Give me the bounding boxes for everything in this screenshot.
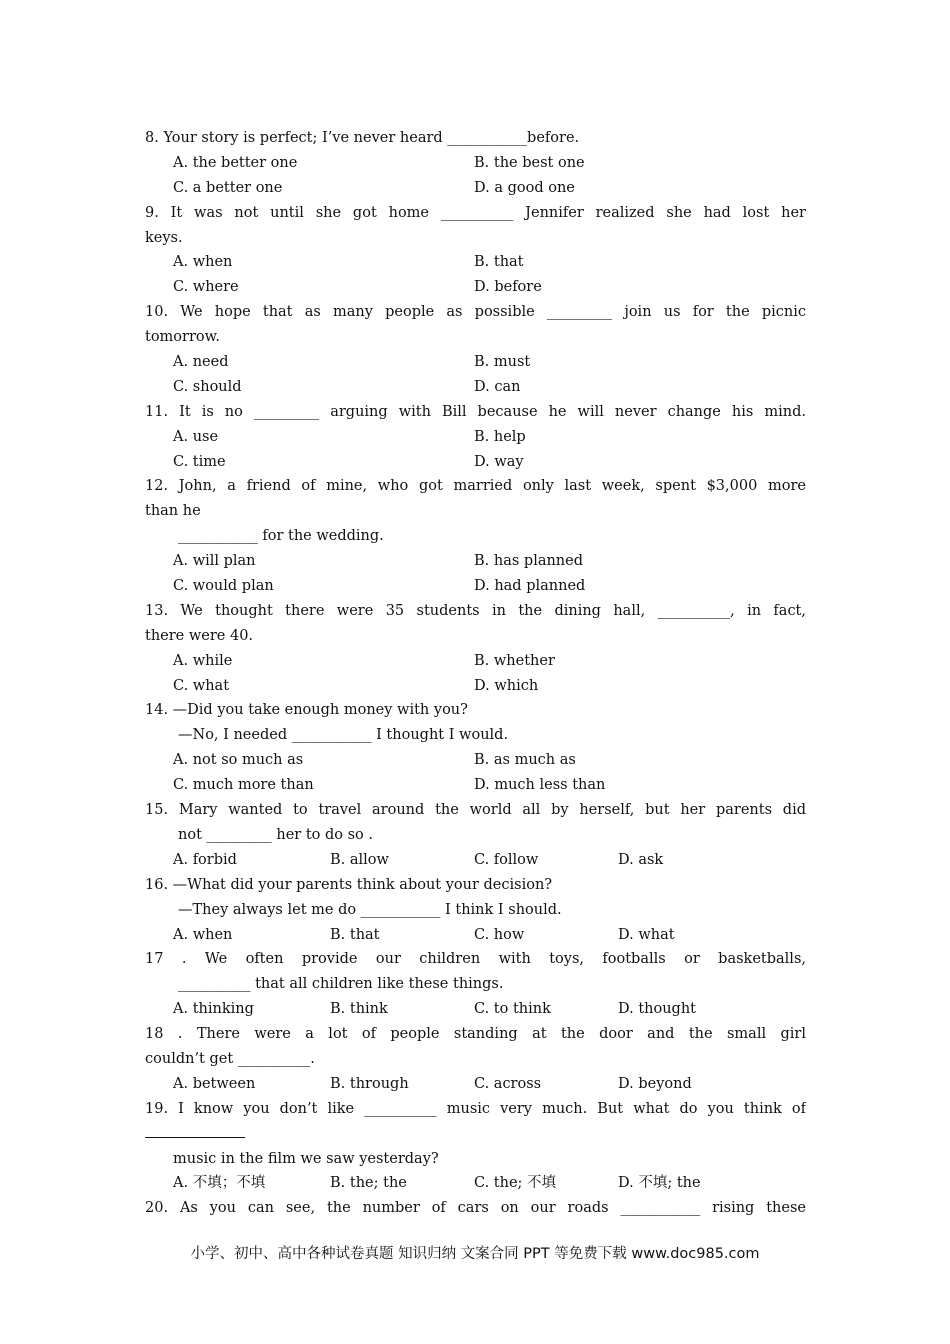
question-11 <box>145 400 806 475</box>
option-a: A. not so much as <box>173 752 304 769</box>
option-d: D. before <box>474 279 542 296</box>
question-text-cont: music in the film we saw yesterday? <box>173 1150 439 1167</box>
question-19 <box>145 1097 806 1197</box>
options-row <box>145 574 806 599</box>
question-text: 17 . We often provide our children with toys, footballs or basketballs, <box>145 951 806 968</box>
options-row <box>145 350 806 375</box>
option-d: D. way <box>474 453 524 470</box>
question-13 <box>145 599 806 699</box>
options-row <box>145 773 806 798</box>
option-c: C. how <box>474 926 525 943</box>
question-text: 20. As you can see, the number of cars on our roads ___________ rising these <box>145 1200 806 1217</box>
option-d: D. much less than <box>474 777 606 794</box>
option-a: A. need <box>173 354 229 371</box>
option-a: A. thinking <box>173 1001 254 1018</box>
options-row <box>145 674 806 699</box>
options-row <box>145 549 806 574</box>
option-b: B. that <box>474 254 524 271</box>
options-row <box>145 649 806 674</box>
question-text: 11. It is no _________ arguing with Bill because he will never change his mind. <box>145 403 806 420</box>
question-text-cont: not _________ her to do so . <box>178 826 373 843</box>
question-8 <box>145 126 806 201</box>
option-d: D. which <box>474 677 539 694</box>
option-b: B. the; the <box>330 1175 407 1192</box>
question-14 <box>145 698 806 798</box>
option-a: A. between <box>173 1075 256 1092</box>
question-text: 8. Your story is perfect; I’ve never heard ___________before. <box>145 130 580 146</box>
option-c: C. follow <box>474 851 539 868</box>
question-10 <box>145 300 806 400</box>
question-text-cont: tomorrow. <box>145 329 220 346</box>
options-row <box>145 1171 806 1196</box>
option-d: D. 不填; the <box>618 1175 701 1192</box>
option-a: A. while <box>173 652 233 669</box>
option-b: B. whether <box>474 652 555 669</box>
question-text-cont: ___________ for the wedding. <box>178 528 384 545</box>
option-d: D. had planned <box>474 578 586 595</box>
option-d: D. beyond <box>618 1075 692 1092</box>
question-17 <box>145 947 806 1022</box>
options-row <box>145 176 806 201</box>
question-15 <box>145 798 806 873</box>
options-row <box>145 748 806 773</box>
option-d: D. a good one <box>474 179 575 196</box>
options-row <box>145 250 806 275</box>
question-text: 16. —What did your parents think about your decision? <box>145 876 553 893</box>
options-row <box>145 923 806 948</box>
option-c: C. much more than <box>173 777 314 794</box>
option-b: B. has planned <box>474 553 584 570</box>
option-a: A. use <box>173 428 219 445</box>
exam-page <box>145 126 806 1221</box>
question-text-cont: —No, I needed ___________ I thought I would. <box>178 727 509 744</box>
question-text: 10. We hope that as many people as possible _________ join us for the picnic <box>145 304 806 321</box>
question-text: 18 . There were a lot of people standing at the door and the small girl <box>145 1026 806 1043</box>
question-16 <box>145 873 806 948</box>
options-row <box>145 425 806 450</box>
question-text: 19. I know you don’t like __________ music very much. But what do you think of <box>145 1100 806 1117</box>
option-b: B. as much as <box>474 752 576 769</box>
option-a: A. will plan <box>173 553 256 570</box>
options-row <box>145 997 806 1022</box>
option-a: A. 不填；不填 <box>173 1175 266 1192</box>
option-a: A. when <box>173 254 233 271</box>
option-c: C. the; 不填 <box>474 1175 557 1192</box>
option-d: D. what <box>618 926 675 943</box>
option-a: A. when <box>173 926 233 943</box>
option-b: B. help <box>474 428 526 445</box>
option-c: C. to think <box>474 1001 551 1018</box>
question-text: 15. Mary wanted to travel around the world all by herself, but her parents did <box>145 802 806 819</box>
page-footer: 小学、初中、高中各种试卷真题 知识归纳 文案合同 PPT 等免费下载 www.doc985.com <box>190 1246 760 1262</box>
option-a: A. forbid <box>173 851 237 868</box>
answer-blank <box>145 1122 806 1147</box>
options-row <box>145 1072 806 1097</box>
options-row <box>145 375 806 400</box>
option-d: D. ask <box>618 851 664 868</box>
option-c: C. should <box>173 378 242 395</box>
option-c: C. what <box>173 677 230 694</box>
option-b: B. must <box>474 354 531 371</box>
question-20 <box>145 1196 806 1221</box>
options-row <box>145 275 806 300</box>
option-b: B. allow <box>330 851 389 868</box>
blank-underline <box>145 1123 245 1138</box>
option-a: A. the better one <box>173 154 298 171</box>
question-text: 13. We thought there were 35 students in the dining hall, __________, in fact, <box>145 602 806 619</box>
question-text-cont: —They always let me do ___________ I think I should. <box>178 901 562 918</box>
option-d: D. can <box>474 378 521 395</box>
option-b: B. through <box>330 1075 409 1092</box>
question-text: 14. —Did you take enough money with you? <box>145 702 468 719</box>
option-b: B. the best one <box>474 154 585 171</box>
question-text: 12. John, a friend of mine, who got married only last week, spent $3,000 more <box>145 478 806 495</box>
option-b: B. think <box>330 1001 388 1018</box>
option-c: C. where <box>173 279 239 296</box>
question-text: 9. It was not until she got home __________ Jennifer realized she had lost her <box>145 204 806 221</box>
options-row <box>145 848 806 873</box>
option-d: D. thought <box>618 1001 697 1018</box>
options-row <box>145 151 806 176</box>
option-c: C. across <box>474 1075 542 1092</box>
option-c: C. a better one <box>173 179 283 196</box>
question-text-cont: keys. <box>145 229 183 246</box>
question-text-cont: __________ that all children like these things. <box>178 976 504 993</box>
option-c: C. time <box>173 453 226 470</box>
option-c: C. would plan <box>173 578 274 595</box>
question-12 <box>145 474 806 598</box>
option-b: B. that <box>330 926 380 943</box>
question-9 <box>145 201 806 301</box>
question-text-cont: there were 40. <box>145 627 254 644</box>
options-row <box>145 450 806 475</box>
question-text-cont: couldn’t get __________. <box>145 1050 315 1067</box>
question-18 <box>145 1022 806 1097</box>
question-text-cont: than he <box>145 503 201 520</box>
